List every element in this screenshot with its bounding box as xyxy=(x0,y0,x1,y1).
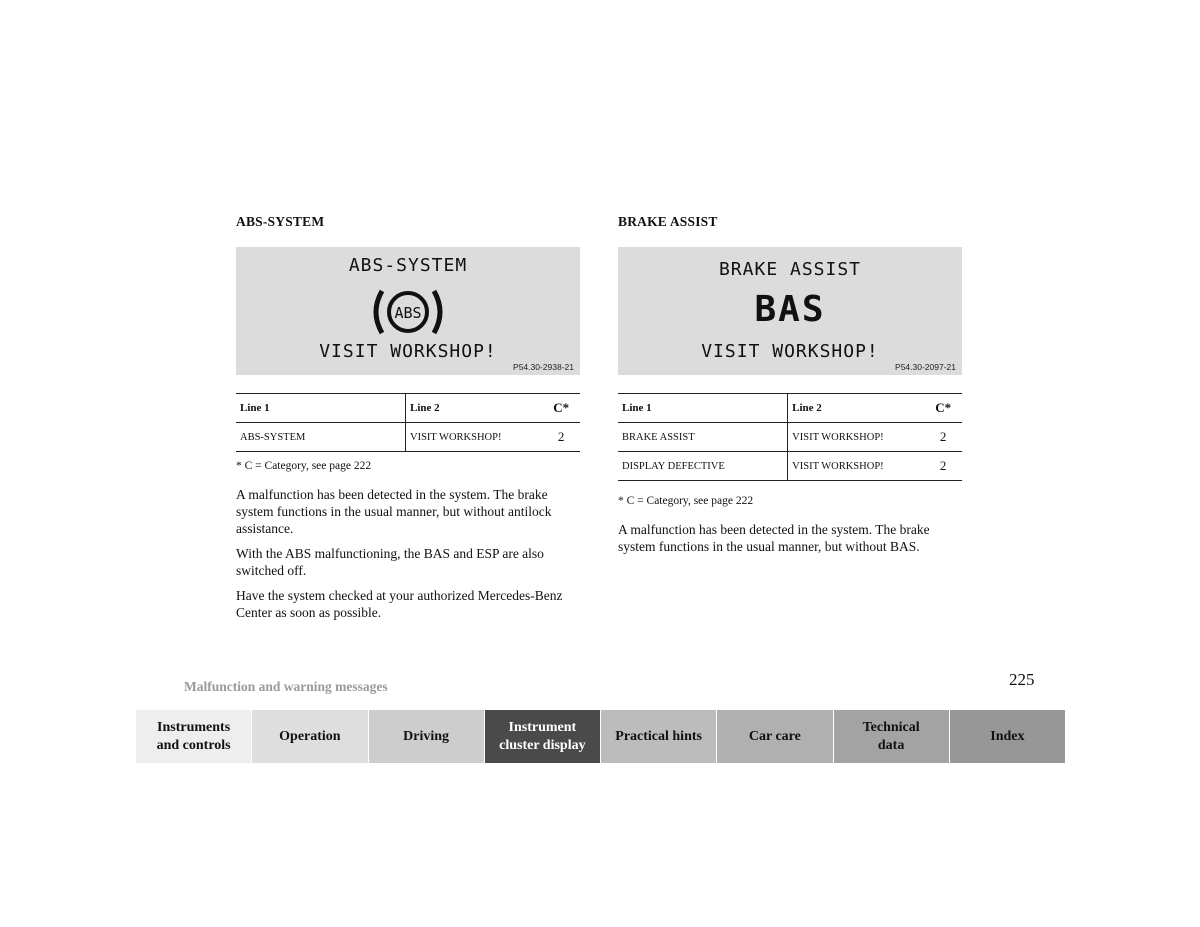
cell-line2: VISIT WORKSHOP! xyxy=(788,423,925,452)
cell-line1: DISPLAY DEFECTIVE xyxy=(618,452,788,481)
footnote: * C = Category, see page 222 xyxy=(236,460,372,472)
table-header-row xyxy=(236,394,580,423)
cell-category: 2 xyxy=(924,452,962,481)
message-table xyxy=(618,393,962,481)
col-category: C* xyxy=(542,394,580,423)
section-label: Malfunction and warning messages xyxy=(184,679,388,694)
section-title: BRAKE ASSIST xyxy=(618,214,718,229)
table-row xyxy=(236,423,580,452)
tab-operation[interactable]: Operation xyxy=(252,710,368,763)
paragraph: With the ABS malfunctioning, the BAS and ESP are also switched off. xyxy=(236,546,544,578)
display-line-1: BRAKE ASSIST xyxy=(718,259,862,280)
paragraph: Have the system checked at your authorized Mercedes-Benz Center as soon as possible. xyxy=(236,588,563,620)
display-line-1: ABS-SYSTEM xyxy=(348,255,468,276)
col-category: C* xyxy=(924,394,962,423)
tab-instrument-cluster-display[interactable]: Instrument cluster display xyxy=(485,710,601,763)
section-title: ABS-SYSTEM xyxy=(236,214,325,229)
col-line1: Line 1 xyxy=(236,394,405,423)
display-illustration xyxy=(236,247,580,375)
figure-code: P54.30-2938-21 xyxy=(513,362,574,372)
table-row xyxy=(618,452,962,481)
cell-category: 2 xyxy=(924,423,962,452)
table-row xyxy=(618,423,962,452)
footnote: * C = Category, see page 222 xyxy=(618,495,754,507)
chapter-tabs xyxy=(136,710,1065,763)
message-table xyxy=(236,393,580,452)
tab-instruments-and-controls[interactable]: Instruments and controls xyxy=(136,710,252,763)
col-line2: Line 2 xyxy=(788,394,925,423)
abs-system-section xyxy=(236,214,580,629)
col-line1: Line 1 xyxy=(618,394,788,423)
tab-practical-hints[interactable]: Practical hints xyxy=(601,710,717,763)
display-line-3: VISIT WORKSHOP! xyxy=(701,341,879,362)
paragraph: A malfunction has been detected in the system. The brake system functions in the usual manner, but without BAS. xyxy=(618,522,930,554)
page-number: 225 xyxy=(1009,670,1035,689)
table-header-row xyxy=(618,394,962,423)
cell-line2: VISIT WORKSHOP! xyxy=(405,423,542,452)
col-line2: Line 2 xyxy=(405,394,542,423)
paragraph: A malfunction has been detected in the system. The brake system functions in the usual manner, but without antilock assistance. xyxy=(236,487,552,536)
figure-code: P54.30-2097-21 xyxy=(895,362,956,372)
cell-line1: ABS-SYSTEM xyxy=(236,423,405,452)
cell-line1: BRAKE ASSIST xyxy=(618,423,788,452)
tab-car-care[interactable]: Car care xyxy=(717,710,833,763)
abs-icon-label: ABS xyxy=(394,304,422,322)
tab-driving[interactable]: Driving xyxy=(369,710,485,763)
tab-index[interactable]: Index xyxy=(950,710,1065,763)
cell-category: 2 xyxy=(542,423,580,452)
display-big-label: BAS xyxy=(754,289,826,330)
abs-warning-icon xyxy=(368,283,448,341)
display-illustration xyxy=(618,247,962,375)
brake-assist-section xyxy=(618,214,962,563)
cell-line2: VISIT WORKSHOP! xyxy=(788,452,925,481)
display-line-3: VISIT WORKSHOP! xyxy=(319,341,497,362)
tab-technical-data[interactable]: Technical data xyxy=(834,710,950,763)
